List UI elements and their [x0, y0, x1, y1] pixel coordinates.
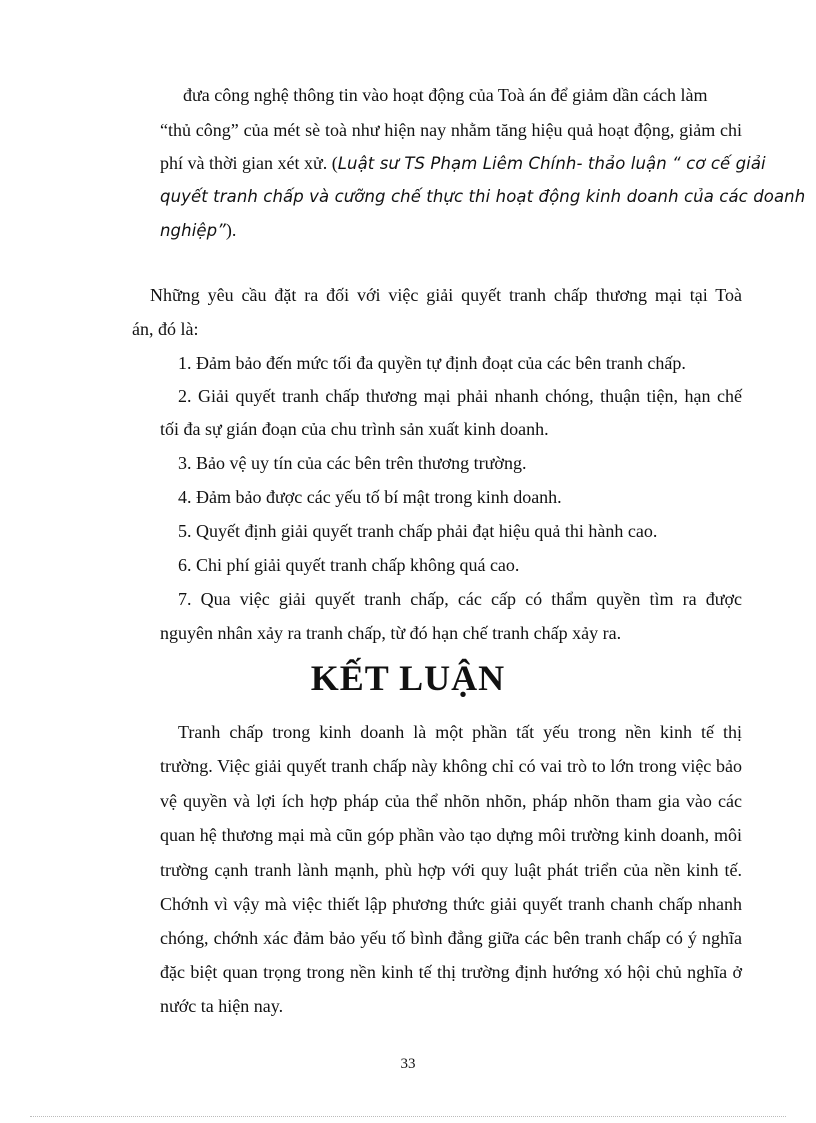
para1-line-3-text: phí và thời gian xét xử. ( — [160, 153, 338, 173]
requirement-item-5: 5. Quyết định giải quyết tranh chấp phải đạt hiệu quả thi hành cao. — [178, 521, 658, 541]
requirement-item-2: 2. Giải quyết tranh chấp thương mại phải nhanh chóng, thuận tiện, hạn chế — [178, 386, 742, 406]
citation-end: nghiệp” — [160, 221, 226, 240]
para2-line-2: án, đó là: — [132, 319, 199, 339]
conclusion-line-8: đặc biệt quan trọng trong nền kinh tế thị trường định hướng xó hội chủ nghĩa ở — [160, 962, 742, 982]
conclusion-line-3: vệ quyền và lợi ích hợp pháp của thể nhõn nhõn, pháp nhõn tham gia vào các — [160, 791, 742, 811]
para2-line-1: Những yêu cầu đặt ra đối với việc giải quyết tranh chấp thương mại tại Toà — [150, 285, 742, 305]
requirement-item-3: 3. Bảo vệ uy tín của các bên trên thương trường. — [178, 453, 527, 473]
para1-line-3 — [160, 152, 766, 175]
requirement-item-1: 1. Đảm bảo đến mức tối đa quyền tự định đoạt của các bên tranh chấp. — [178, 353, 686, 373]
conclusion-line-1: Tranh chấp trong kinh doanh là một phần tất yếu trong nền kinh tế thị — [178, 722, 742, 742]
conclusion-line-4: quan hệ thương mại mà cũn góp phần vào tạo dựng môi trường kinh doanh, môi — [160, 825, 742, 845]
para1-line-5 — [160, 219, 236, 242]
conclusion-line-9: nước ta hiện nay. — [160, 996, 284, 1016]
conclusion-line-5: trường cạnh tranh lành mạnh, phù hợp với quy luật phát triển của nền kinh tế. — [160, 860, 742, 880]
conclusion-line-6: Chớnh vì vậy mà việc thiết lập phương thức giải quyết tranh chanh chấp nhanh — [160, 894, 742, 914]
para1-line-5-text: ). — [225, 220, 237, 240]
requirement-item-2-cont: tối đa sự gián đoạn của chu trình sản xuất kinh doanh. — [160, 419, 549, 439]
page-bottom-divider — [30, 1116, 786, 1117]
requirement-item-6: 6. Chi phí giải quyết tranh chấp không quá cao. — [178, 555, 520, 575]
requirement-item-7: 7. Qua việc giải quyết tranh chấp, các cấp có thẩm quyền tìm ra được — [178, 589, 742, 609]
requirement-item-7-cont: nguyên nhân xảy ra tranh chấp, từ đó hạn chế tranh chấp xảy ra. — [160, 623, 622, 643]
page-number: 33 — [400, 1056, 416, 1072]
para1-line-1: đưa công nghệ thông tin vào hoạt động của Toà án để giảm dần cách làm — [183, 85, 708, 105]
conclusion-line-2: trường. Việc giải quyết tranh chấp này không chỉ có vai trò to lớn trong việc bảo — [160, 756, 742, 776]
citation-text: Luật sư TS Phạm Liêm Chính- thảo luận “ cơ cế giải — [337, 154, 766, 173]
requirement-item-4: 4. Đảm bảo được các yếu tố bí mật trong kinh doanh. — [178, 487, 562, 507]
citation-line-2: quyết tranh chấp và cưỡng chế thực thi hoạt động kinh doanh của các doanh — [160, 187, 806, 206]
para1-line-2: “thủ công” của mét sè toà như hiện nay nhằm tăng hiệu quả hoạt động, giảm chi — [160, 120, 742, 140]
conclusion-line-7: chóng, chớnh xác đảm bảo yếu tố bình đẳng giữa các bên tranh chấp có ý nghĩa — [160, 928, 742, 948]
conclusion-heading: KẾT LUẬN — [310, 658, 506, 698]
